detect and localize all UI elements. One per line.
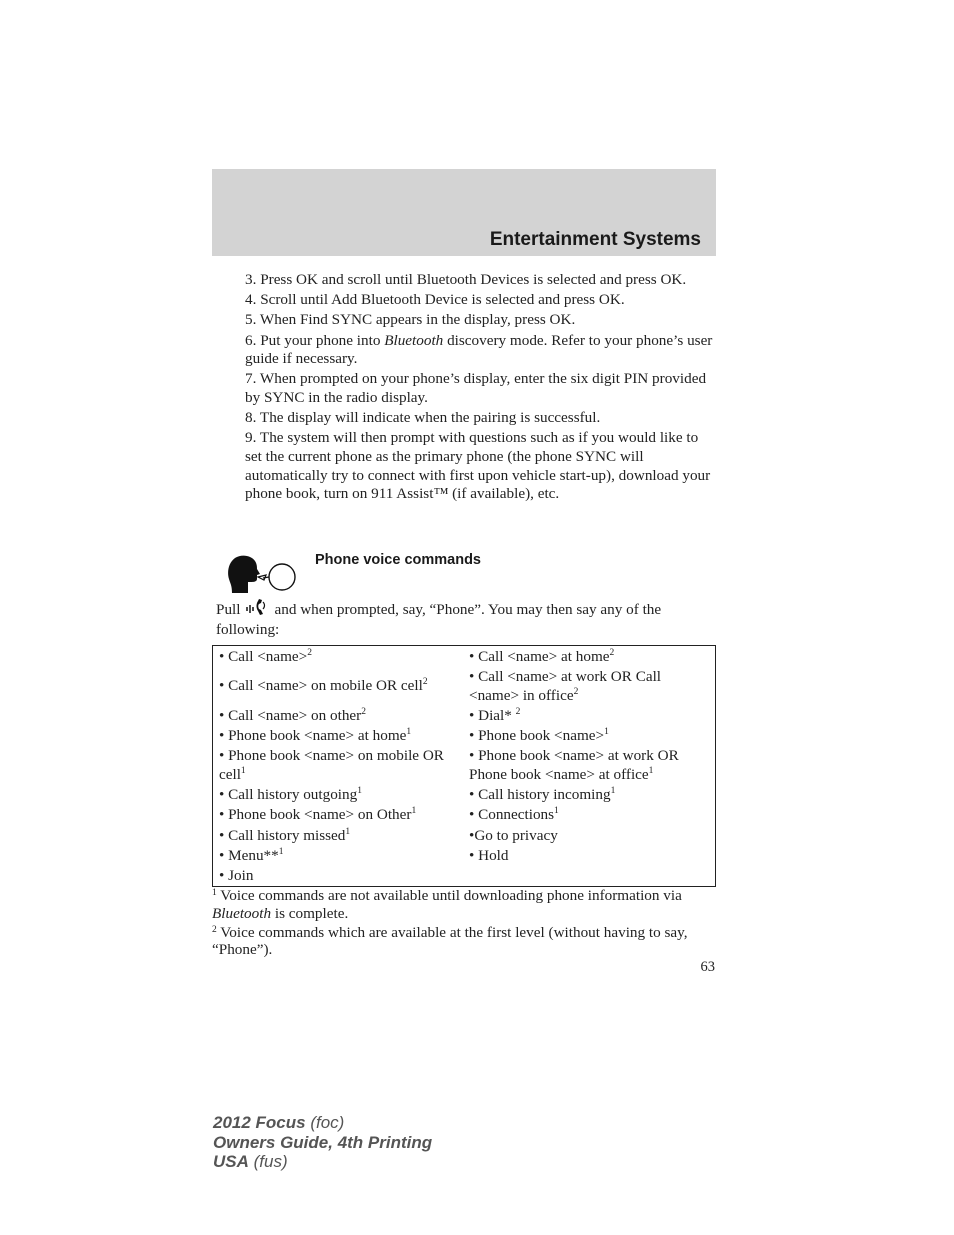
command-item: • Call <name> at work OR Call <name> in office$^2$ <box>469 668 662 704</box>
pairing-steps-list <box>245 271 715 505</box>
command-item: •Go to privacy <box>469 827 558 844</box>
footnote-1: $^1$ Voice commands are not available until downloading phone information via Bluetooth is complete. <box>212 887 682 922</box>
step-6: 6. Put your phone into Bluetooth discovery mode. Refer to your phone’s user guide if necessary. <box>245 331 713 368</box>
voice-commands-table <box>212 645 716 887</box>
command-item: • Call <name> on other$^2$ <box>219 707 366 724</box>
step-9: 9. The system will then prompt with questions such as if you would like to set the current phone as the primary phone (the phone SYNC will automatically try to connect with first upon vehicle start-up), download your phone book, turn on 911 Assist™ (if available), etc. <box>245 429 711 503</box>
command-item: • Phone book <name> at home$^1$ <box>219 727 412 744</box>
phone-voice-button-icon <box>244 599 268 617</box>
page-number: 63 <box>700 959 715 975</box>
command-item: • Call history missed$^1$ <box>219 827 351 844</box>
command-item: • Phone book <name>$^1$ <box>469 727 609 744</box>
footnote-2: $^2$ Voice commands which are available at the first level (without having to say, “Phone”). <box>212 923 688 958</box>
command-item: • Phone book <name> at work OR Phone book <name> at office$^1$ <box>469 747 679 783</box>
document-footer <box>213 1113 432 1172</box>
command-item: • Call <name>$^2$ <box>219 648 312 665</box>
intro-paragraph: Pull and when prompted, say, “Phone”. You may then say any of the following: <box>216 601 662 638</box>
command-item: • Connections$^1$ <box>469 806 559 823</box>
command-item: • Call history outgoing$^1$ <box>219 786 362 803</box>
command-item: • Call history incoming$^1$ <box>469 786 616 803</box>
command-item: • Dial* $^2$ <box>469 707 521 724</box>
command-item: • Call <name> at home$^2$ <box>469 648 615 665</box>
command-item: • Hold <box>469 847 509 864</box>
footer-line-1: 2012 Focus (foc) <box>213 1113 345 1132</box>
step-7: 7. When prompted on your phone’s display, enter the six digit PIN provided by SYNC in the radio display. <box>245 370 707 406</box>
command-item: • Join <box>219 867 254 884</box>
section-title: Entertainment Systems <box>489 229 701 250</box>
section-header-bar <box>212 169 716 256</box>
step-3: 3. Press OK and scroll until Bluetooth Devices is selected and press OK. <box>245 271 687 288</box>
command-item: • Phone book <name> on Other$^1$ <box>219 806 417 823</box>
phone-voice-commands-heading: Phone voice commands <box>315 552 481 568</box>
voice-command-speaker-icon <box>226 553 298 595</box>
step-5: 5. When Find SYNC appears in the display, press OK. <box>245 311 576 329</box>
step-4: 4. Scroll until Add Bluetooth Device is selected and press OK. <box>245 291 625 309</box>
command-item: • Phone book <name> on mobile OR cell$^1$ <box>219 747 444 783</box>
footer-line-3: USA (fus) <box>213 1152 288 1171</box>
command-item: • Menu**$^1$ <box>219 847 284 864</box>
footnotes <box>212 887 716 960</box>
command-item: • Call <name> on mobile OR cell$^2$ <box>219 677 428 694</box>
footer-line-2: Owners Guide, 4th Printing <box>213 1132 433 1152</box>
step-8: 8. The display will indicate when the pairing is successful. <box>245 409 601 427</box>
